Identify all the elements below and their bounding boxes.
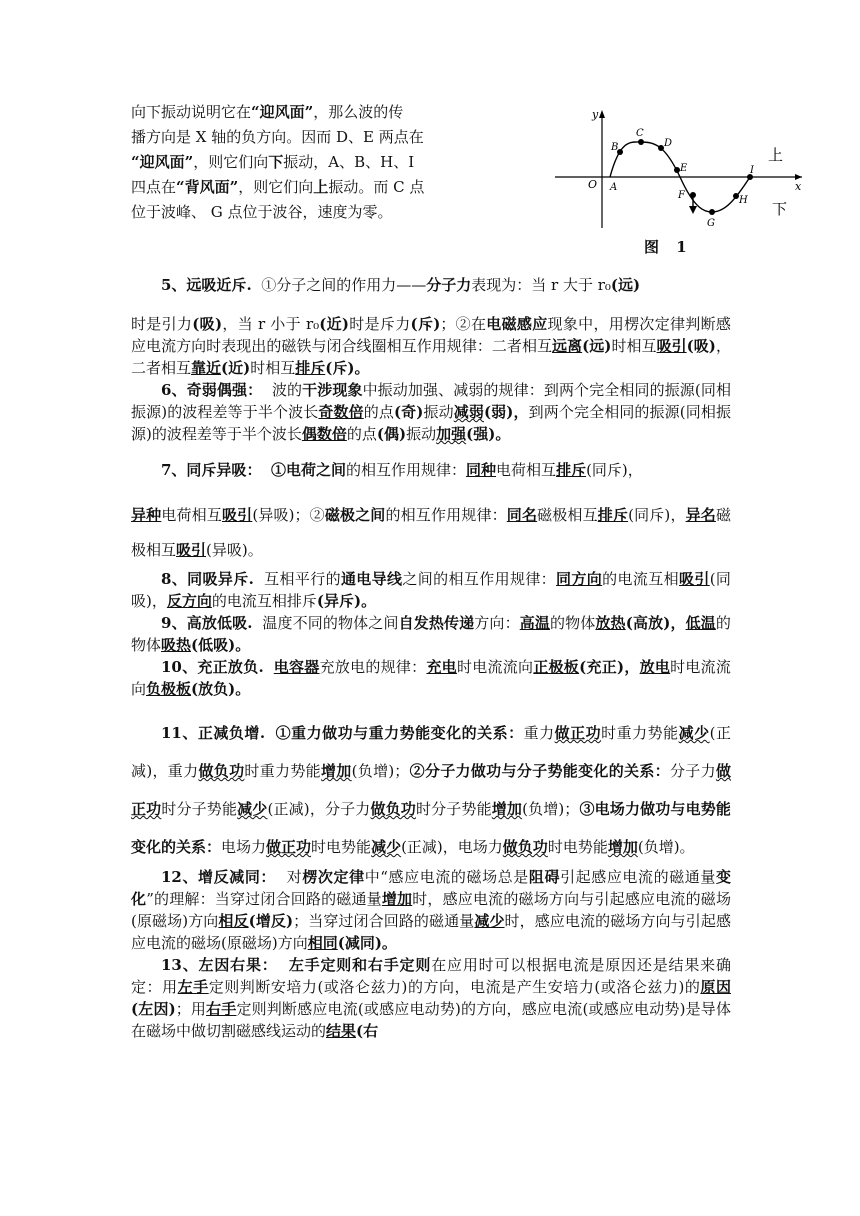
text: 引起感应电流的磁通量 bbox=[560, 868, 716, 886]
text: (奇) bbox=[393, 403, 424, 421]
text: 时相互 bbox=[250, 359, 296, 377]
text: 的电流互相排斥 bbox=[211, 592, 317, 610]
text: ；②在 bbox=[440, 315, 487, 333]
point-label-e: E bbox=[680, 163, 688, 174]
text: 磁极之间 bbox=[324, 506, 386, 524]
item-6 bbox=[131, 379, 731, 445]
text: 排斥 bbox=[295, 359, 326, 377]
text: 相同 bbox=[307, 934, 338, 952]
item-7 bbox=[131, 453, 731, 488]
text: 反方向 bbox=[166, 592, 212, 610]
item-title: 6、奇弱偶强： bbox=[161, 381, 263, 399]
text: (斥) bbox=[410, 315, 441, 333]
text: 做正功 bbox=[131, 762, 731, 818]
point-label-d: D bbox=[664, 138, 673, 149]
text: ，则它们向 bbox=[193, 153, 269, 171]
point-c bbox=[638, 139, 644, 145]
text: 减少 bbox=[678, 724, 710, 742]
item-title: 13、左因右果： bbox=[161, 956, 278, 974]
text: (同斥)， bbox=[628, 506, 686, 524]
text: 时电势能 bbox=[547, 838, 608, 856]
text: (异吸)。 bbox=[206, 541, 263, 559]
text: 的点 bbox=[363, 403, 394, 421]
point-label-f: F bbox=[678, 190, 685, 201]
text: 左手定则和右手定则 bbox=[288, 956, 432, 974]
text: 高温 bbox=[519, 614, 550, 632]
text: 电荷相互 bbox=[496, 461, 557, 479]
text: 增加 bbox=[381, 890, 413, 908]
item-5-cont bbox=[131, 313, 731, 379]
text: 阻碍 bbox=[528, 868, 561, 886]
text: 电磁感应 bbox=[486, 315, 548, 333]
text: 波的 bbox=[271, 381, 303, 399]
text: (减同)。 bbox=[337, 934, 397, 952]
text: 原因 bbox=[700, 978, 731, 996]
origin-label: O bbox=[588, 178, 598, 191]
text: 现象中，用楞次定律判断感应电流方向时表现出的磁铁与闭合线圈相互作用规律：二者相互 bbox=[131, 315, 731, 355]
text: 做负功 bbox=[198, 762, 245, 780]
item-13 bbox=[131, 954, 731, 1042]
point-label-h: H bbox=[739, 195, 748, 206]
text: 温度不同的物体之间 bbox=[262, 614, 399, 632]
text: (同斥)， bbox=[586, 461, 643, 479]
text: 放电 bbox=[639, 658, 671, 676]
text: 充电 bbox=[426, 658, 457, 676]
text: (同吸)， bbox=[131, 570, 731, 610]
text: 减少 bbox=[474, 912, 505, 930]
text: 时相互 bbox=[611, 337, 657, 355]
text: 在应用时可以根据电流是原因还是结果来确定：用 bbox=[131, 956, 731, 996]
text: 时是斥力 bbox=[349, 315, 411, 333]
text: 楞次定律 bbox=[302, 868, 365, 886]
text: (增反) bbox=[248, 912, 294, 930]
item-title: 10、充正放负. bbox=[161, 658, 264, 676]
text: 时分子势能 bbox=[415, 800, 492, 818]
text: 异名 bbox=[685, 506, 716, 524]
text: (右 bbox=[356, 1022, 379, 1040]
text: 增加 bbox=[320, 762, 352, 780]
text: 结果 bbox=[326, 1022, 357, 1040]
text: 磁极相互 bbox=[537, 506, 598, 524]
text: (高放)， bbox=[625, 614, 686, 632]
text: 振动。而 C 点 bbox=[328, 178, 425, 196]
text: (吸) bbox=[686, 337, 716, 355]
text: (低吸)。 bbox=[191, 636, 251, 654]
down-label: 下 bbox=[772, 200, 788, 218]
text: 四点在 bbox=[131, 178, 177, 196]
text: 中振动加强、减弱的规律：到两个完全相同的振源(同相振源)的波程差等于半个波长 bbox=[131, 381, 731, 421]
text: (左因) bbox=[131, 1000, 176, 1018]
text: (正减)，电场力 bbox=[401, 838, 503, 856]
item-8 bbox=[131, 568, 731, 612]
text: 时，感应电流的磁场方向与引起感应电流的磁场(原磁场)方向 bbox=[131, 890, 731, 930]
text: 通电导线 bbox=[340, 570, 403, 588]
text: ①电荷之间 bbox=[271, 461, 347, 479]
point-label-c: C bbox=[636, 128, 644, 139]
text: 时电流流向 bbox=[131, 658, 731, 698]
text: ”的理解：当穿过闭合回路的磁通量 bbox=[146, 890, 382, 908]
text: ③电场力做功与电势能变化的关系： bbox=[131, 800, 731, 856]
y-axis-label: y bbox=[592, 108, 599, 121]
text: 排斥 bbox=[556, 461, 587, 479]
text: 定则判断安培力(或洛仑兹力)的方向，电流是产生安培力(或洛仑兹力)的 bbox=[208, 978, 701, 996]
text: 向下振动说明它在 bbox=[131, 103, 252, 121]
text: ，二者相互 bbox=[131, 337, 731, 377]
text: 的相互作用规律： bbox=[346, 461, 467, 479]
text: 同名 bbox=[506, 506, 538, 524]
text: 低温 bbox=[685, 614, 716, 632]
text: 右手 bbox=[206, 1000, 237, 1018]
text: (斥)。 bbox=[325, 359, 370, 377]
figure-caption: 图 1 bbox=[644, 238, 693, 256]
text: 异种 bbox=[131, 506, 162, 524]
text: 自发热传递 bbox=[398, 614, 475, 632]
text: 播方向是 X 轴的负方向。因而 D、E 两点在 bbox=[131, 128, 424, 146]
main-body bbox=[131, 268, 731, 1042]
text: (正减)，分子力 bbox=[267, 800, 371, 818]
text: 表现为：当 r 大于 r₀ bbox=[471, 276, 611, 294]
text: (负增)。 bbox=[637, 838, 695, 856]
text: 对 bbox=[286, 868, 303, 886]
text: 加强 bbox=[436, 425, 467, 443]
text: 放热 bbox=[595, 614, 626, 632]
text: 到两个完全相同的振源(同相振源)的波程差等于半个波长 bbox=[131, 403, 731, 443]
text: 振动 bbox=[423, 403, 454, 421]
text: 位于波峰、 G 点位于波谷，速度为零。 bbox=[131, 203, 393, 221]
text: (强)。 bbox=[466, 425, 511, 443]
text: 做正功 bbox=[266, 838, 312, 856]
text: 上 bbox=[313, 178, 329, 196]
text: (弱)， bbox=[483, 403, 529, 421]
text: 方向： bbox=[474, 614, 520, 632]
text: 的电流互相 bbox=[602, 570, 679, 588]
text: (负增)； bbox=[351, 762, 410, 780]
text: 中“感应电流的磁场总是 bbox=[364, 868, 529, 886]
text: 的物体 bbox=[550, 614, 596, 632]
text: 减弱 bbox=[453, 403, 484, 421]
text: 吸引 bbox=[221, 506, 253, 524]
text: 时重力势能 bbox=[244, 762, 321, 780]
text: 做负功 bbox=[502, 838, 548, 856]
item-title: 8、同吸异斥. bbox=[161, 570, 254, 588]
text: (偶) bbox=[376, 425, 407, 443]
text: 正极板 bbox=[533, 658, 580, 676]
text: 吸引 bbox=[656, 337, 687, 355]
point-label-i: I bbox=[750, 165, 754, 176]
text: (吸) bbox=[192, 315, 223, 333]
down-arrow-head bbox=[689, 206, 697, 214]
text: (近) bbox=[319, 315, 349, 333]
text: ，那么波的传 bbox=[313, 103, 404, 121]
text: 时电流流向 bbox=[456, 658, 534, 676]
point-label-a: A bbox=[610, 182, 618, 193]
text: 远离 bbox=[552, 337, 583, 355]
text: 之间的相互作用规律： bbox=[402, 570, 557, 588]
text: 减少 bbox=[371, 838, 402, 856]
text: 分子力 bbox=[426, 276, 472, 294]
item-12 bbox=[131, 866, 731, 954]
text: 吸引 bbox=[678, 570, 710, 588]
item-10 bbox=[131, 656, 731, 700]
item-5 bbox=[131, 268, 731, 303]
text: 时电势能 bbox=[311, 838, 372, 856]
text: 做正功 bbox=[554, 724, 602, 742]
text: 奇数倍 bbox=[318, 403, 364, 421]
text: 增加 bbox=[607, 838, 638, 856]
text: 同种 bbox=[466, 461, 497, 479]
text: 偶数倍 bbox=[301, 425, 347, 443]
text: (异吸)；② bbox=[252, 506, 325, 524]
text: 做负功 bbox=[370, 800, 416, 818]
text: 变化 bbox=[131, 868, 731, 908]
text: 振动 bbox=[406, 425, 437, 443]
item-title: 11、正减负增. bbox=[161, 724, 266, 742]
text: (放负)。 bbox=[191, 680, 251, 698]
text: 干涉现象 bbox=[302, 381, 363, 399]
text: 互相平行的 bbox=[264, 570, 341, 588]
text: 靠近 bbox=[191, 359, 222, 377]
intro-paragraph bbox=[131, 100, 481, 225]
text: 时分子势能 bbox=[161, 800, 238, 818]
text: ①重力做功与重力势能变化的关系： bbox=[275, 724, 524, 742]
point-label-g: G bbox=[707, 218, 715, 229]
text: (负增)； bbox=[522, 800, 580, 818]
text: 左手 bbox=[177, 978, 209, 996]
text: 同方向 bbox=[556, 570, 603, 588]
item-title: 5、远吸近斥. bbox=[161, 276, 252, 294]
point-label-b: B bbox=[611, 142, 619, 153]
text: ；用 bbox=[175, 1000, 207, 1018]
text: (异斥)。 bbox=[316, 592, 377, 610]
text: (远) bbox=[610, 276, 641, 294]
text: 吸引 bbox=[176, 541, 207, 559]
text: 下 bbox=[268, 153, 284, 171]
text: 电荷相互 bbox=[161, 506, 222, 524]
text: 的物体 bbox=[131, 614, 731, 654]
text: 负极板 bbox=[146, 680, 192, 698]
item-title: 12、增反减同： bbox=[161, 868, 277, 886]
y-axis-arrow bbox=[599, 110, 605, 118]
text: ，则它们向 bbox=[238, 178, 314, 196]
text: 电容器 bbox=[273, 658, 320, 676]
text: 重力 bbox=[523, 724, 555, 742]
text: 磁极相互 bbox=[131, 506, 731, 559]
text: 时重力势能 bbox=[601, 724, 679, 742]
text: (远) bbox=[582, 337, 612, 355]
text: (正减)，重力 bbox=[131, 724, 731, 780]
text: 振动，A、B、H、I bbox=[283, 153, 415, 171]
text: 定则判断感应电流(或感应电动势)的方向，感应电流(或感应电动势)是导体在磁场中做切割磁感线运动的 bbox=[131, 1000, 731, 1040]
text: 的点 bbox=[346, 425, 377, 443]
text: 电场力 bbox=[221, 838, 267, 856]
up-label: 上 bbox=[768, 146, 784, 164]
text: 减少 bbox=[237, 800, 268, 818]
text: 充放电的规律： bbox=[319, 658, 427, 676]
text: 增加 bbox=[491, 800, 523, 818]
text: 时是引力 bbox=[131, 315, 193, 333]
text: 的相互作用规律： bbox=[385, 506, 507, 524]
text: 排斥 bbox=[597, 506, 629, 524]
item-title: 9、高放低吸. bbox=[161, 614, 253, 632]
text: 吸热 bbox=[161, 636, 192, 654]
text: 时，感应电流的磁场方向与引起感应电流的磁场(原磁场)方向 bbox=[131, 912, 731, 952]
item-title: 7、同斥异吸： bbox=[161, 461, 262, 479]
point-g bbox=[709, 209, 715, 215]
text: “迎风面” bbox=[131, 153, 194, 171]
item-11 bbox=[131, 714, 731, 866]
text: ；当穿过闭合回路的磁通量 bbox=[293, 912, 475, 930]
item-9 bbox=[131, 612, 731, 656]
text: ②分子力做功与分子势能变化的关系： bbox=[409, 762, 670, 780]
text: ，当 r 小于 r₀ bbox=[222, 315, 320, 333]
text: ①分子之间的作用力—— bbox=[261, 276, 427, 294]
x-axis-label: x bbox=[795, 180, 802, 193]
text: (充正)， bbox=[579, 658, 640, 676]
text: “背风面” bbox=[176, 178, 239, 196]
text: 相反 bbox=[218, 912, 249, 930]
text: “迎风面” bbox=[251, 103, 314, 121]
item-7-cont bbox=[131, 498, 731, 568]
text: (近) bbox=[221, 359, 251, 377]
text: 分子力 bbox=[669, 762, 716, 780]
